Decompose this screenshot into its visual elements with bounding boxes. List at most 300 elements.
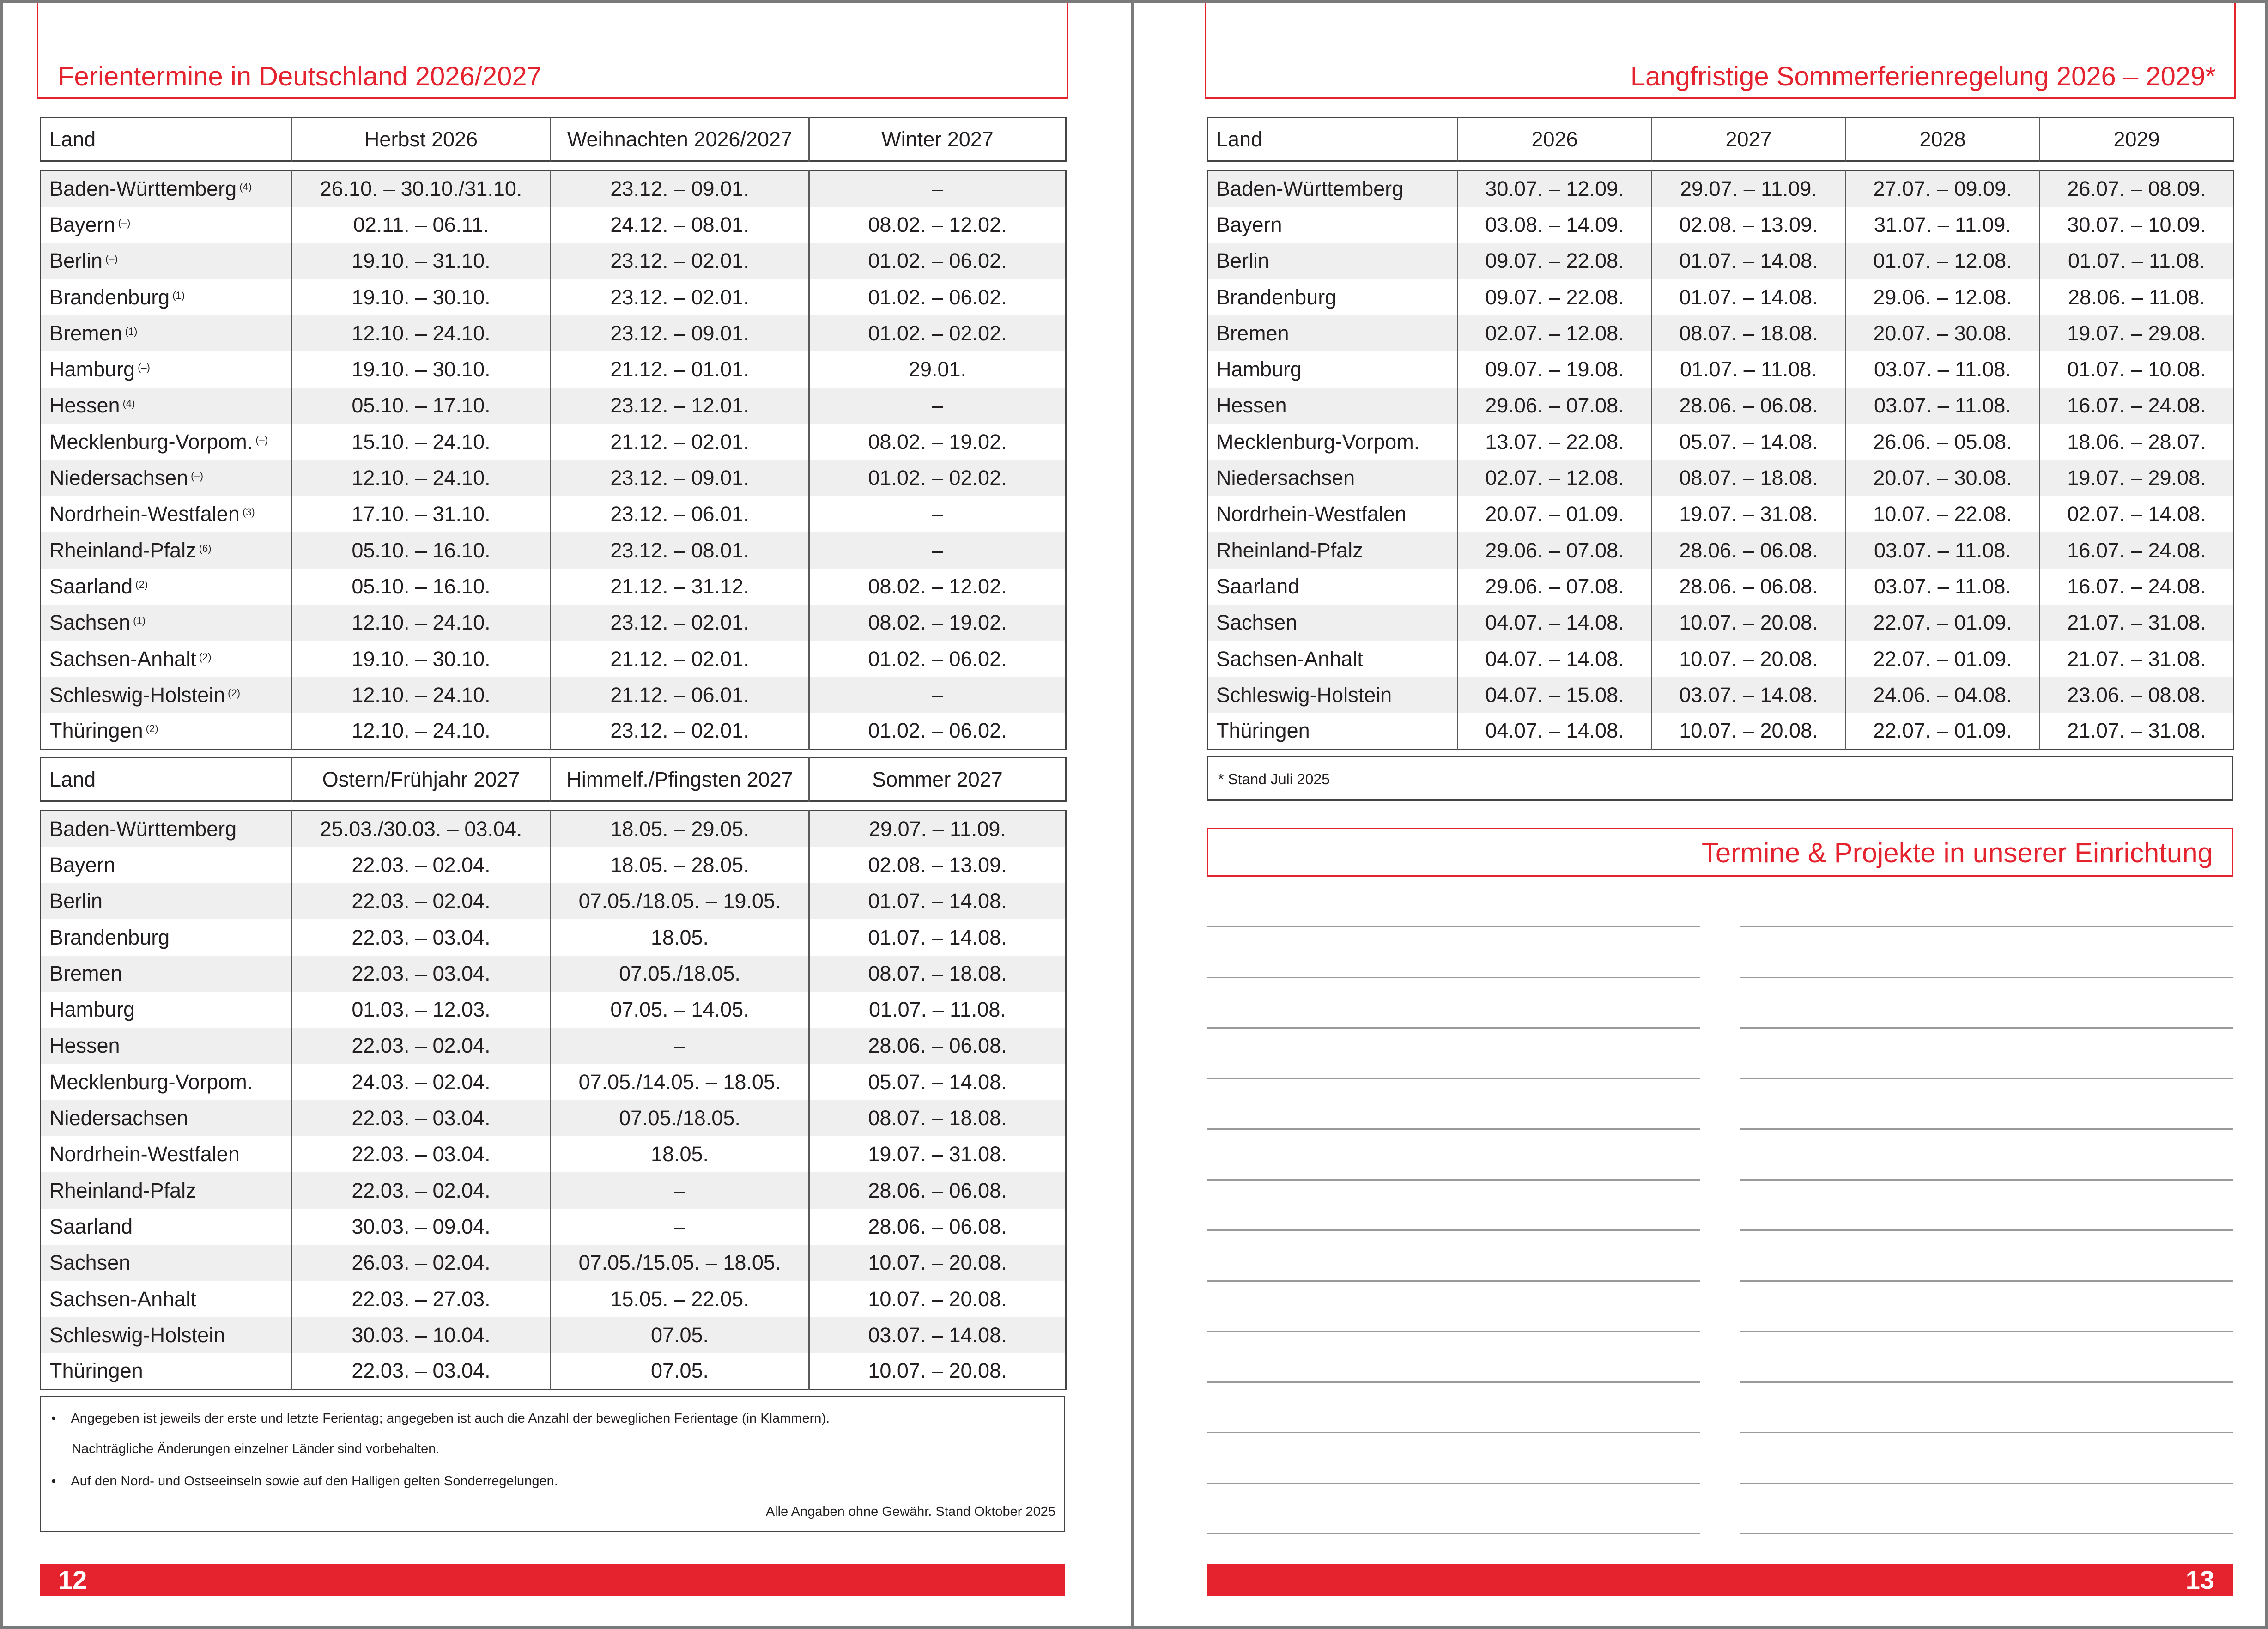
date-cell: 04.07. – 14.08. — [1458, 641, 1652, 677]
date-cell: 30.03. – 09.04. — [292, 1209, 551, 1245]
writing-line — [1740, 1381, 2233, 1383]
note-line: • Auf den Nord- und Ostseeinseln sowie auf den Halligen gelten Sonderregelungen. — [51, 1474, 558, 1489]
date-cell: 07.05./15.05. – 18.05. — [551, 1245, 809, 1281]
date-cell: 07.05./18.05. — [551, 1100, 809, 1136]
land-name: Rheinland-Pfalz — [49, 538, 196, 562]
date-cell: 19.07. – 31.08. — [1652, 496, 1846, 532]
table-row — [41, 243, 1066, 279]
writing-line — [1740, 1331, 2233, 1332]
date-cell: – — [551, 1172, 809, 1208]
date-cell: 21.12. – 06.01. — [551, 677, 809, 713]
writing-line — [1207, 1027, 1700, 1029]
date-cell: 02.07. – 12.08. — [1458, 315, 1652, 351]
bridge-days-note: (–) — [191, 470, 204, 482]
header-cell: Winter 2027 — [809, 118, 1066, 161]
table-row — [41, 315, 1066, 351]
table-row — [1207, 171, 2234, 207]
table-row — [1207, 496, 2234, 532]
land-cell — [41, 713, 292, 749]
table-row — [1207, 677, 2234, 713]
date-cell: 29.06. – 07.08. — [1458, 532, 1652, 568]
date-cell: 29.06. – 07.08. — [1458, 388, 1652, 424]
bridge-days-note: (2) — [135, 578, 148, 590]
date-cell: 23.12. – 02.01. — [551, 279, 809, 315]
date-cell: 25.03./30.03. – 03.04. — [292, 811, 551, 847]
date-cell: 15.10. – 24.10. — [292, 424, 551, 460]
date-cell: 29.06. – 07.08. — [1458, 569, 1652, 605]
land-name: Schleswig-Holstein — [49, 683, 225, 707]
writing-line — [1207, 1432, 1700, 1433]
table-row — [41, 847, 1066, 883]
land-cell — [41, 1245, 292, 1281]
date-cell: 04.07. – 14.08. — [1458, 605, 1652, 641]
land-name: Saarland — [1216, 574, 1300, 598]
page-title: Ferientermine in Deutschland 2026/2027 — [58, 61, 542, 91]
date-cell: 02.11. – 06.11. — [292, 207, 551, 243]
date-cell: 08.07. – 18.08. — [809, 956, 1066, 992]
date-cell: 23.12. – 09.01. — [551, 171, 809, 207]
date-cell: – — [551, 1028, 809, 1064]
land-name: Hessen — [1216, 394, 1287, 418]
land-cell — [41, 1172, 292, 1208]
land-name: Mecklenburg-Vorpom. — [49, 430, 253, 454]
table-row — [41, 351, 1066, 388]
land-cell — [41, 811, 292, 847]
date-cell: 10.07. – 20.08. — [1652, 713, 1846, 749]
land-name: Berlin — [49, 889, 103, 913]
date-cell: 19.10. – 30.10. — [292, 641, 551, 677]
date-cell: 12.10. – 24.10. — [292, 315, 551, 351]
land-cell — [41, 496, 292, 532]
header-cell: 2027 — [1652, 118, 1846, 161]
date-cell: 22.03. – 02.04. — [292, 847, 551, 883]
land-name: Thüringen — [1216, 719, 1310, 743]
table-row — [41, 992, 1066, 1028]
table-row — [1207, 243, 2234, 279]
land-cell — [1207, 207, 1458, 243]
date-cell: 19.07. – 31.08. — [809, 1136, 1066, 1172]
table-row — [1207, 424, 2234, 460]
table-row — [1207, 532, 2234, 568]
date-cell: 23.12. – 02.01. — [551, 605, 809, 641]
land-cell — [41, 956, 292, 992]
date-cell: 31.07. – 11.09. — [1846, 207, 2040, 243]
date-cell: 01.07. – 14.08. — [809, 919, 1066, 955]
land-cell — [41, 1209, 292, 1245]
writing-line — [1207, 977, 1700, 978]
writing-line — [1207, 1179, 1700, 1181]
date-cell: 18.05. — [551, 919, 809, 955]
land-name: Bremen — [49, 321, 122, 345]
header-cell: Sommer 2027 — [809, 758, 1066, 801]
date-cell: 29.07. – 11.09. — [1652, 171, 1846, 207]
date-cell: 20.07. – 30.08. — [1846, 460, 2040, 496]
land-name: Sachsen — [1216, 611, 1298, 635]
land-name: Brandenburg — [49, 925, 170, 949]
header-cell: Land — [1216, 127, 1263, 151]
date-cell: 01.07. – 11.08. — [809, 992, 1066, 1028]
land-cell — [1207, 424, 1458, 460]
date-cell: 07.05. — [551, 1317, 809, 1353]
date-cell: 30.07. – 10.09. — [2040, 207, 2234, 243]
writing-line — [1207, 926, 1700, 927]
date-cell: 07.05./18.05. – 19.05. — [551, 883, 809, 919]
date-cell: 16.07. – 24.08. — [2040, 569, 2234, 605]
table-row — [41, 605, 1066, 641]
land-name: Niedersachsen — [49, 466, 188, 490]
date-cell: 21.12. – 02.01. — [551, 424, 809, 460]
bridge-days-note: (2) — [228, 687, 241, 699]
writing-line — [1207, 1381, 1700, 1383]
date-cell: 29.06. – 12.08. — [1846, 279, 2040, 315]
writing-line — [1207, 1229, 1700, 1231]
date-cell: 21.07. – 31.08. — [2040, 605, 2234, 641]
date-cell: – — [809, 388, 1066, 424]
land-name: Berlin — [49, 249, 103, 273]
date-cell: 28.06. – 06.08. — [1652, 569, 1846, 605]
land-name: Bremen — [1216, 321, 1289, 345]
date-cell: – — [809, 171, 1066, 207]
page-number-bar — [40, 1564, 1065, 1596]
land-cell — [1207, 713, 1458, 749]
header-cell: Land — [49, 767, 96, 791]
land-name: Nordrhein-Westfalen — [1216, 502, 1407, 526]
land-name: Bayern — [49, 212, 115, 236]
date-cell: 22.03. – 03.04. — [292, 1100, 551, 1136]
date-cell: 22.03. – 02.04. — [292, 1172, 551, 1208]
page-number: 13 — [2185, 1565, 2214, 1594]
land-name: Bayern — [1216, 212, 1282, 236]
land-cell — [41, 1353, 292, 1389]
date-cell: 03.07. – 11.08. — [1846, 569, 2040, 605]
date-cell: 26.06. – 05.08. — [1846, 424, 2040, 460]
bridge-days-note: (2) — [146, 723, 158, 735]
land-cell — [41, 460, 292, 496]
date-cell: 18.05. — [551, 1136, 809, 1172]
land-name: Baden-Württemberg — [1216, 177, 1404, 201]
land-cell — [1207, 279, 1458, 315]
land-name: Baden-Württemberg — [49, 177, 237, 201]
date-cell: 18.05. – 28.05. — [551, 847, 809, 883]
land-cell — [1207, 315, 1458, 351]
land-cell — [1207, 641, 1458, 677]
date-cell: 08.07. – 18.08. — [1652, 460, 1846, 496]
date-cell: 03.07. – 11.08. — [1846, 532, 2040, 568]
date-cell: 07.05. — [551, 1353, 809, 1389]
page-title: Langfristige Sommerferienregelung 2026 – 2029* — [1630, 61, 2216, 91]
date-cell: 08.07. – 18.08. — [1652, 315, 1846, 351]
date-cell: 01.07. – 14.08. — [1652, 243, 1846, 279]
date-cell: 10.07. – 20.08. — [1652, 641, 1846, 677]
date-cell: 22.07. – 01.09. — [1846, 605, 2040, 641]
date-cell: 17.10. – 31.10. — [292, 496, 551, 532]
land-cell — [1207, 243, 1458, 279]
land-name: Berlin — [1216, 249, 1270, 273]
table-row — [1207, 641, 2234, 677]
date-cell: 12.10. – 24.10. — [292, 713, 551, 749]
date-cell: 02.07. – 14.08. — [2040, 496, 2234, 532]
land-cell — [41, 847, 292, 883]
land-name: Hamburg — [1216, 357, 1302, 382]
land-cell — [41, 1136, 292, 1172]
date-cell: – — [809, 496, 1066, 532]
date-cell: 09.07. – 22.08. — [1458, 243, 1652, 279]
date-cell: 01.02. – 02.02. — [809, 315, 1066, 351]
table-row — [1207, 388, 2234, 424]
land-cell — [41, 883, 292, 919]
date-cell: 26.10. – 30.10./31.10. — [292, 171, 551, 207]
writing-line — [1740, 926, 2233, 927]
land-name: Thüringen — [49, 1359, 143, 1383]
writing-line — [1740, 977, 2233, 978]
land-name: Sachsen-Anhalt — [1216, 647, 1363, 671]
date-cell: 03.08. – 14.09. — [1458, 207, 1652, 243]
date-cell: 05.10. – 16.10. — [292, 532, 551, 568]
land-cell — [41, 1317, 292, 1353]
date-cell: 03.07. – 14.08. — [1652, 677, 1846, 713]
date-cell: 19.10. – 30.10. — [292, 351, 551, 388]
right-page — [1134, 0, 2268, 1629]
writing-line — [1207, 1331, 1700, 1332]
table-row — [41, 1136, 1066, 1172]
note-line: Nachträgliche Änderungen einzelner Länder sind vorbehalten. — [72, 1441, 440, 1456]
date-cell: 01.02. – 06.02. — [809, 243, 1066, 279]
date-cell: 05.10. – 17.10. — [292, 388, 551, 424]
writing-line — [1740, 1229, 2233, 1231]
table-row — [41, 641, 1066, 677]
table-row — [41, 569, 1066, 605]
date-cell: 26.07. – 08.09. — [2040, 171, 2234, 207]
land-cell — [41, 207, 292, 243]
land-cell — [41, 1100, 292, 1136]
date-cell: 19.10. – 31.10. — [292, 243, 551, 279]
date-cell: 23.12. – 02.01. — [551, 713, 809, 749]
date-cell: 01.07. – 11.08. — [1652, 351, 1846, 388]
date-cell: 28.06. – 11.08. — [2040, 279, 2234, 315]
header-cell: 2029 — [2040, 118, 2234, 161]
page-number-bar — [1207, 1564, 2233, 1596]
date-cell: 01.07. – 14.08. — [1652, 279, 1846, 315]
table-row — [41, 919, 1066, 955]
land-name: Schleswig-Holstein — [49, 1323, 225, 1347]
land-name: Schleswig-Holstein — [1216, 683, 1392, 707]
date-cell: 08.02. – 12.02. — [809, 569, 1066, 605]
date-cell: 28.06. – 06.08. — [809, 1028, 1066, 1064]
date-cell: 01.03. – 12.03. — [292, 992, 551, 1028]
table-row — [41, 713, 1066, 749]
land-name: Baden-Württemberg — [49, 817, 237, 841]
date-cell: 05.10. – 16.10. — [292, 569, 551, 605]
land-name: Thüringen — [49, 719, 143, 743]
land-cell — [41, 171, 292, 207]
land-cell — [41, 243, 292, 279]
date-cell: 01.02. – 06.02. — [809, 641, 1066, 677]
table2-body — [40, 810, 1067, 1390]
date-cell: 01.02. – 02.02. — [809, 460, 1066, 496]
header-cell: 2026 — [1458, 118, 1652, 161]
land-cell — [1207, 605, 1458, 641]
date-cell: 02.08. – 13.09. — [1652, 207, 1846, 243]
date-cell: 02.08. – 13.09. — [809, 847, 1066, 883]
date-cell: 04.07. – 14.08. — [1458, 713, 1652, 749]
land-cell — [41, 641, 292, 677]
writing-line — [1740, 1078, 2233, 1079]
table-row — [41, 1028, 1066, 1064]
land-cell — [41, 1281, 292, 1317]
table-row — [1207, 460, 2234, 496]
header-cell: 2028 — [1846, 118, 2040, 161]
land-name: Sachsen-Anhalt — [49, 1287, 196, 1311]
land-name: Hamburg — [49, 998, 135, 1022]
table-row — [41, 496, 1066, 532]
table-row — [41, 460, 1066, 496]
land-cell — [41, 605, 292, 641]
bridge-days-note: (–) — [138, 362, 150, 374]
date-cell: 23.12. – 09.01. — [551, 315, 809, 351]
table2-header — [40, 757, 1067, 802]
land-cell — [1207, 171, 1458, 207]
date-cell: 23.12. – 08.01. — [551, 532, 809, 568]
land-name: Hessen — [49, 1034, 120, 1058]
date-cell: 21.07. – 31.08. — [2040, 713, 2234, 749]
writing-line — [1740, 1483, 2233, 1484]
date-cell: 10.07. – 22.08. — [1846, 496, 2040, 532]
land-name: Mecklenburg-Vorpom. — [1216, 430, 1420, 454]
date-cell: 05.07. – 14.08. — [809, 1064, 1066, 1100]
date-cell: 19.10. – 30.10. — [292, 279, 551, 315]
date-cell: 18.06. – 28.07. — [2040, 424, 2234, 460]
land-name: Hessen — [49, 394, 120, 418]
date-cell: 08.02. – 12.02. — [809, 207, 1066, 243]
date-cell: 22.03. – 03.04. — [292, 919, 551, 955]
date-cell: 18.05. – 29.05. — [551, 811, 809, 847]
writing-line — [1740, 1128, 2233, 1130]
bridge-days-note: (4) — [239, 181, 252, 193]
land-name: Niedersachsen — [49, 1106, 188, 1130]
date-cell: 09.07. – 19.08. — [1458, 351, 1652, 388]
land-cell — [41, 677, 292, 713]
land-name: Brandenburg — [1216, 285, 1337, 309]
date-cell: 28.06. – 06.08. — [809, 1172, 1066, 1208]
notes-box — [40, 1396, 1065, 1532]
date-cell: 16.07. – 24.08. — [2040, 532, 2234, 568]
date-cell: 02.07. – 12.08. — [1458, 460, 1652, 496]
land-name: Nordrhein-Westfalen — [49, 1142, 240, 1166]
date-cell: 23.12. – 09.01. — [551, 460, 809, 496]
land-cell — [1207, 532, 1458, 568]
table-row — [41, 1353, 1066, 1389]
bridge-days-note: (6) — [199, 542, 212, 554]
land-cell — [41, 351, 292, 388]
date-cell: 22.03. – 03.04. — [292, 1353, 551, 1389]
bridge-days-note: (–) — [105, 253, 118, 265]
table-row — [1207, 605, 2234, 641]
writing-line — [1207, 1483, 1700, 1484]
table-row — [1207, 279, 2234, 315]
note-line: • Angegeben ist jeweils der erste und letzte Ferientag; angegeben ist auch die Anzahl der beweglichen Ferientage (in Klammern). — [51, 1411, 830, 1426]
land-name: Bayern — [49, 853, 115, 877]
header-cell: Ostern/Frühjahr 2027 — [292, 758, 551, 801]
table-row — [41, 811, 1066, 847]
note-line: Alle Angaben ohne Gewähr. Stand Oktober 2025 — [765, 1504, 1055, 1519]
date-cell: – — [809, 532, 1066, 568]
date-cell: 23.12. – 12.01. — [551, 388, 809, 424]
date-cell: 12.10. – 24.10. — [292, 677, 551, 713]
land-cell — [41, 315, 292, 351]
table-row — [41, 956, 1066, 992]
date-cell: 29.01. — [809, 351, 1066, 388]
date-cell: 04.07. – 15.08. — [1458, 677, 1652, 713]
land-name: Saarland — [49, 1214, 133, 1238]
date-cell: 08.07. – 18.08. — [809, 1100, 1066, 1136]
land-cell — [41, 1028, 292, 1064]
date-cell: 03.07. – 14.08. — [809, 1317, 1066, 1353]
table-row — [1207, 351, 2234, 388]
table-row — [1207, 569, 2234, 605]
date-cell: 22.07. – 01.09. — [1846, 641, 2040, 677]
land-cell — [1207, 388, 1458, 424]
date-cell: 20.07. – 30.08. — [1846, 315, 2040, 351]
header-cell: Land — [49, 127, 96, 151]
table-row — [41, 171, 1066, 207]
date-cell: 21.12. – 02.01. — [551, 641, 809, 677]
date-cell: 28.06. – 06.08. — [1652, 388, 1846, 424]
table-row — [41, 1245, 1066, 1281]
date-cell: 30.03. – 10.04. — [292, 1317, 551, 1353]
land-name: Niedersachsen — [1216, 466, 1355, 490]
date-cell: 08.02. – 19.02. — [809, 605, 1066, 641]
table-row — [41, 1064, 1066, 1100]
table1-body — [40, 170, 1067, 750]
date-cell: 01.07. – 10.08. — [2040, 351, 2234, 388]
land-name: Sachsen-Anhalt — [49, 647, 196, 671]
right-title-box — [1205, 3, 2236, 99]
table-row — [1207, 207, 2234, 243]
date-cell: 16.07. – 24.08. — [2040, 388, 2234, 424]
date-cell: 12.10. – 24.10. — [292, 460, 551, 496]
writing-line — [1740, 1179, 2233, 1181]
table1-header — [40, 117, 1067, 162]
land-name: Rheinland-Pfalz — [1216, 538, 1363, 562]
land-cell — [41, 569, 292, 605]
date-cell: 24.06. – 04.08. — [1846, 677, 2040, 713]
table-row — [1207, 315, 2234, 351]
land-name: Saarland — [49, 574, 133, 598]
date-cell: 28.06. – 06.08. — [809, 1209, 1066, 1245]
bridge-days-note: (2) — [199, 651, 212, 663]
date-cell: 24.03. – 02.04. — [292, 1064, 551, 1100]
date-cell: 13.07. – 22.08. — [1458, 424, 1652, 460]
land-name: Rheinland-Pfalz — [49, 1178, 196, 1202]
date-cell: 24.12. – 08.01. — [551, 207, 809, 243]
land-name: Nordrhein-Westfalen — [49, 502, 240, 526]
date-cell: 22.03. – 02.04. — [292, 883, 551, 919]
land-name: Hamburg — [49, 357, 135, 382]
date-cell: 10.07. – 20.08. — [809, 1245, 1066, 1281]
table-row — [41, 279, 1066, 315]
table-row — [41, 677, 1066, 713]
table-row — [41, 883, 1066, 919]
date-cell: 01.07. – 12.08. — [1846, 243, 2040, 279]
land-cell — [41, 424, 292, 460]
table-row — [41, 1172, 1066, 1208]
table-row — [41, 207, 1066, 243]
date-cell: 21.12. – 31.12. — [551, 569, 809, 605]
table-row — [41, 424, 1066, 460]
date-cell: 08.02. – 19.02. — [809, 424, 1066, 460]
date-cell: 22.03. – 03.04. — [292, 1136, 551, 1172]
date-cell: 30.07. – 12.09. — [1458, 171, 1652, 207]
